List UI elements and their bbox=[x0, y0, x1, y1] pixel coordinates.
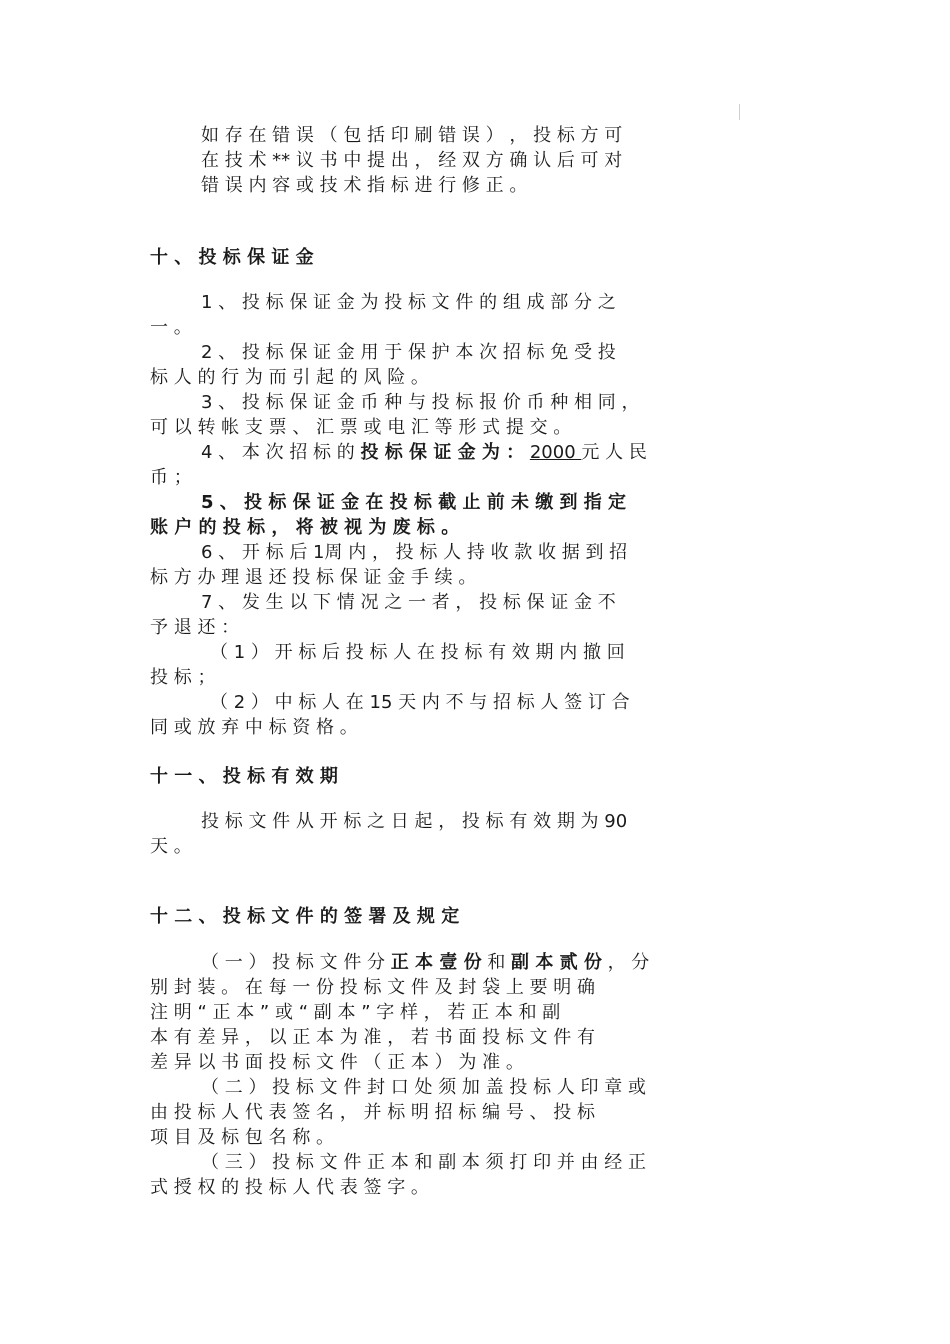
s10-item2-line2: 标 人 的 行 为 而 引 起 的 风 险 。 bbox=[150, 367, 429, 388]
s12-a-line3: 注 明 “ 正 本 ” 或 “ 副 本 ” 字 样 ， 若 正 本 和 副 bbox=[150, 1002, 561, 1023]
s12-c-line1: （ 三 ） 投 标 文 件 正 本 和 副 本 须 打 印 并 由 经 正 bbox=[201, 1152, 646, 1173]
s10-item7a-line2: 投 标 ； bbox=[150, 667, 216, 688]
s10-item1-line2: 一 。 bbox=[150, 317, 192, 338]
s12-a-mid: 和 bbox=[481, 952, 512, 973]
s10-item6-line2: 标 方 办 理 退 还 投 标 保 证 金 手 续 。 bbox=[150, 567, 477, 588]
s10-item7b-line2: 同 或 放 弃 中 标 资 格 。 bbox=[150, 717, 358, 738]
s12-a-line4: 本 有 差 异 ， 以 正 本 为 准 ， 若 书 面 投 标 文 件 有 bbox=[150, 1027, 595, 1048]
original-copy-count: 正 本 壹 份 bbox=[390, 952, 482, 973]
s10-item7-line2: 予 退 还 ： bbox=[150, 617, 240, 638]
s10-item5-line2: 账 户 的 投 标 ， 将 被 视 为 废 标 。 bbox=[150, 517, 460, 538]
s10-item1-line1: 1 、 投 标 保 证 金 为 投 标 文 件 的 组 成 部 分 之 bbox=[201, 292, 616, 313]
deposit-amount: 2000 bbox=[529, 442, 582, 463]
s12-a-line1 bbox=[201, 950, 649, 976]
s11-line2: 天 。 bbox=[150, 836, 192, 857]
intro-line-2: 在 技 术 ** 议 书 中 提 出 ， 经 双 方 确 认 后 可 对 bbox=[201, 150, 623, 171]
s10-item4-suffix: 元 人 民 bbox=[581, 442, 647, 463]
s12-a-suffix: ， 分 bbox=[601, 952, 650, 973]
s12-b-line3: 项 目 及 标 包 名 称 。 bbox=[150, 1127, 335, 1148]
s12-b-line1: （ 二 ） 投 标 文 件 封 口 处 须 加 盖 投 标 人 印 章 或 bbox=[201, 1077, 646, 1098]
duplicate-copy-count: 副 本 贰 份 bbox=[511, 952, 602, 973]
s10-item3-line2: 可 以 转 帐 支 票 、 汇 票 或 电 汇 等 形 式 提 交 。 bbox=[150, 417, 572, 438]
s10-item4-line2: 币 ； bbox=[150, 467, 192, 488]
deposit-amount-label: 投 标 保 证 金 为 ： bbox=[360, 442, 525, 463]
s10-item4-prefix: 4 、 本 次 招 标 的 bbox=[201, 442, 361, 463]
intro-line-1: 如 存 在 错 误 （ 包 括 印 刷 错 误 ） ， 投 标 方 可 bbox=[201, 125, 623, 146]
s10-item7-line1: 7 、 发 生 以 下 情 况 之 一 者 ， 投 标 保 证 金 不 bbox=[201, 592, 616, 613]
s12-b-line2: 由 投 标 人 代 表 签 名 ， 并 标 明 招 标 编 号 、 投 标 bbox=[150, 1102, 595, 1123]
s12-a-prefix: （ 一 ） 投 标 文 件 分 bbox=[201, 952, 391, 973]
s10-item3-line1: 3 、 投 标 保 证 金 币 种 与 投 标 报 价 币 种 相 同 ， bbox=[201, 392, 640, 413]
section-11-heading: 十 一 、 投 标 有 效 期 bbox=[150, 766, 338, 787]
section-12-heading: 十 二 、 投 标 文 件 的 签 署 及 规 定 bbox=[150, 906, 460, 927]
intro-line-3: 错 误 内 容 或 技 术 指 标 进 行 修 正 。 bbox=[201, 175, 528, 196]
s10-item5-line1: 5 、 投 标 保 证 金 在 投 标 截 止 前 未 缴 到 指 定 bbox=[201, 492, 627, 513]
section-10-heading: 十 、 投 标 保 证 金 bbox=[150, 247, 314, 268]
s10-item6-line1: 6 、 开 标 后 1周 内 ， 投 标 人 持 收 款 收 据 到 招 bbox=[201, 542, 628, 563]
s12-a-line5: 差 异 以 书 面 投 标 文 件 （ 正 本 ） 为 准 。 bbox=[150, 1052, 524, 1073]
s10-item7b-line1: （ 2 ） 中 标 人 在 15 天 内 不 与 招 标 人 签 订 合 bbox=[210, 692, 630, 713]
s12-a-line2: 别 封 装 。 在 每 一 份 投 标 文 件 及 封 袋 上 要 明 确 bbox=[150, 977, 595, 998]
s10-item7a-line1: （ 1 ） 开 标 后 投 标 人 在 投 标 有 效 期 内 撤 回 bbox=[210, 642, 625, 663]
s12-c-line2: 式 授 权 的 投 标 人 代 表 签 字 。 bbox=[150, 1177, 429, 1198]
s11-line1: 投 标 文 件 从 开 标 之 日 起 ， 投 标 有 效 期 为 90 bbox=[201, 811, 628, 832]
s10-item2-line1: 2 、 投 标 保 证 金 用 于 保 护 本 次 招 标 免 受 投 bbox=[201, 342, 616, 363]
margin-mark bbox=[739, 104, 740, 120]
s10-item4-line1 bbox=[201, 440, 647, 466]
